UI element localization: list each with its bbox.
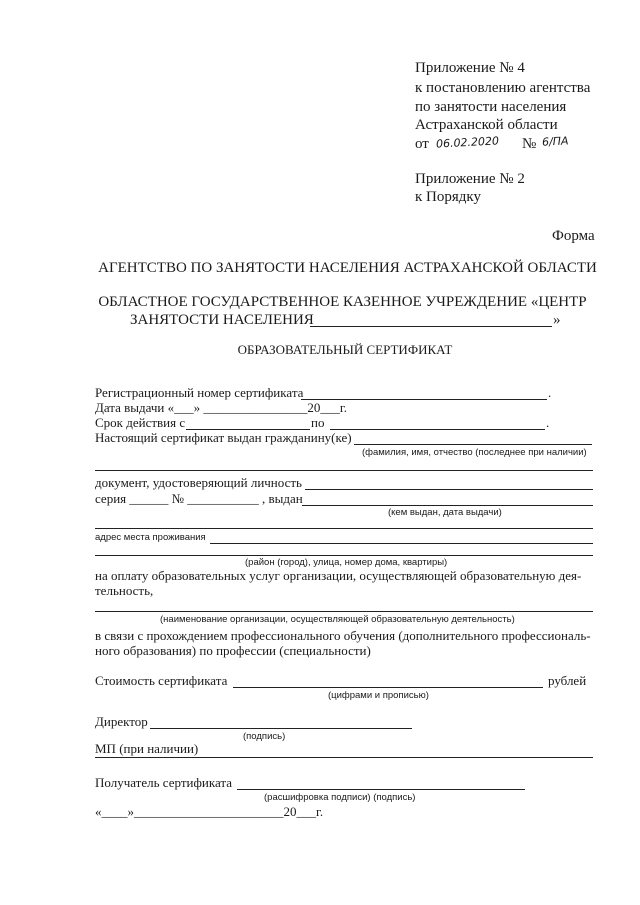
seal-label: МП (при наличии) [95,741,199,756]
organization-hint: (наименование организации, осуществляющей образовательную деятельность) [160,614,515,625]
cost-label: Стоимость сертификата [95,673,228,688]
agency-title: АГЕНТСТВО ПО ЗАНЯТОСТИ НАСЕЛЕНИЯ АСТРАХАНСКОЙ ОБЛАСТИ [98,260,597,276]
appendix4-number-label: № [522,136,537,152]
reg-number-end: . [548,385,552,400]
cost-unit: рублей [548,673,587,688]
issued-by-blank-line2[interactable] [95,528,593,529]
organization-blank[interactable] [95,611,593,612]
id-document-label: документ, удостоверяющий личность [95,475,302,490]
id-document-blank[interactable] [305,489,593,490]
reg-number-label: Регистрационный номер сертификата [95,385,304,400]
institution-line2-suffix: » [553,312,561,328]
issue-date-label: Дата выдачи «___» ________________20___г. [95,400,348,415]
fio-blank-line2[interactable] [95,470,593,471]
recipient-signature-blank[interactable] [237,789,525,790]
appendix2-line1: Приложение № 2 [415,171,525,187]
validity-label: Срок действия с [95,415,186,430]
validity-end: . [546,415,550,430]
institution-name-blank [310,326,552,327]
institution-line2-prefix: ЗАНЯТОСТИ НАСЕЛЕНИЯ [130,312,314,328]
director-label: Директор [95,714,148,729]
recipient-label: Получатель сертификата [95,775,233,790]
validity-to-blank[interactable] [330,429,545,430]
address-blank[interactable] [210,543,593,544]
validity-mid: по [311,415,325,430]
issued-by-hint: (кем выдан, дата выдачи) [388,507,502,518]
address-blank-line2[interactable] [95,555,593,556]
seal-rule [95,757,593,758]
training-line2: ного образования) по профессии (специальности) [95,643,371,658]
institution-line1: ОБЛАСТНОЕ ГОСУДАРСТВЕННОЕ КАЗЕННОЕ УЧРЕЖДЕНИЕ «ЦЕНТР [98,294,587,310]
cost-blank[interactable] [233,687,543,688]
issued-to-blank[interactable] [354,444,592,445]
recipient-hint: (расшифровка подписи) (подпись) [264,792,416,803]
final-date: «____»_______________________20___г. [95,804,324,819]
payment-line1: на оплату образовательных услуг организации, осуществляющей образовательную дея- [95,568,582,583]
certificate-title: ОБРАЗОВАТЕЛЬНЫЙ СЕРТИФИКАТ [237,342,453,357]
appendix4-line3: по занятости населения [415,99,567,115]
address-hint: (район (город), улица, номер дома, квартиры) [245,557,448,568]
fio-hint: (фамилия, имя, отчество (последнее при наличии) [362,447,587,458]
cost-hint: (цифрами и прописью) [328,690,429,701]
appendix4-line2: к постановлению агентства [415,80,591,96]
appendix2-line2: к Порядку [415,189,481,205]
issued-by-blank[interactable] [302,505,593,506]
form-label: Форма [552,228,595,244]
training-line1: в связи с прохождением профессионального обучения (дополнительного профессиональ- [95,628,591,643]
handwritten-number: 6/ПА [541,134,569,149]
issued-to-label: Настоящий сертификат выдан гражданину(ке) [95,430,352,445]
handwritten-date: 06.02.2020 [435,134,500,151]
appendix4-line1: Приложение № 4 [415,60,525,76]
series-label: серия ______ № ___________ , выдан [95,491,303,506]
director-signature-hint: (подпись) [243,731,286,742]
payment-line2: тельность, [95,583,154,598]
appendix4-from-label: от [415,136,429,152]
appendix4-line4: Астраханской области [415,117,558,133]
address-label: адрес места проживания [95,532,206,543]
director-signature-blank[interactable] [150,728,412,729]
